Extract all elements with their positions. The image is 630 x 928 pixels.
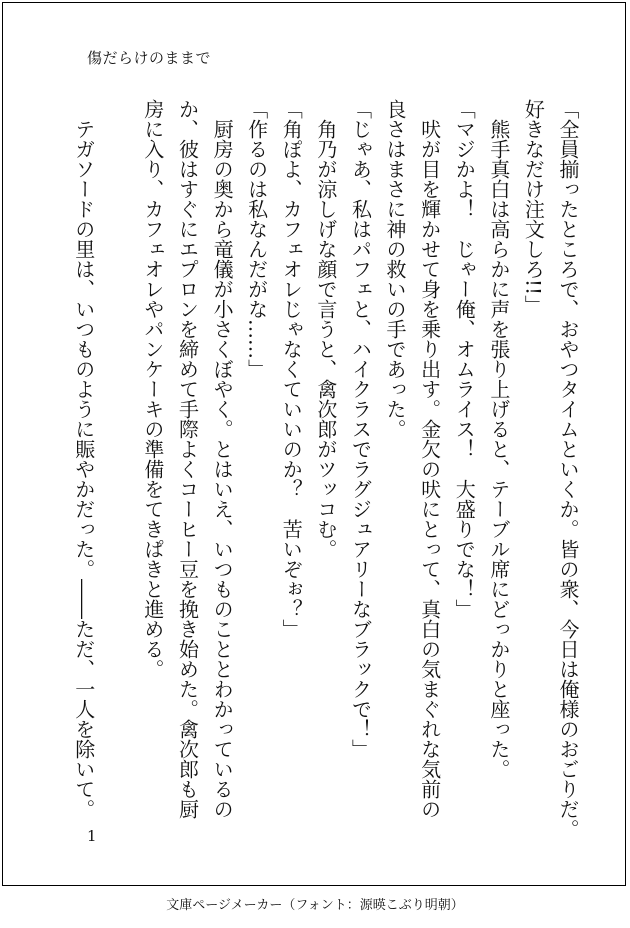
footer-credit: 文庫ページメーカー（フォント：源暎こぶり明朝）	[166, 898, 464, 913]
vertical-body-text: 「全員揃ったところで、おやつタイムといくか。皆の衆、今日は俺様のおごりだ。 好きなだけ注文しろ!!」 熊手真白は高らかに声を張り上げると、テーブル席にどっかりと座った。 「マジかよ！ じゃー俺、オムライス！ 大盛りでな！」 吠が目を輝かせて身を乗り出す。金欠の吠にとって、真白の気まぐれな気前の 良さはまさに神の救いの手であった。 「じゃあ、私はパフェと、ハイクラスでラグジュアリーなブラックで！」 角乃が涼しげな顔で言うと、禽次郎がツッコむ。 「角ぽよ、カフェオレじゃなくていいのか？ 苦いぞぉ？」 「作るのは私なんだがな……」 厨房の奥から竜儀が小さくぼやく。とはいえ、いつものこととわかっているの か、彼はすぐにエプロンを締めて手際よくコーヒー豆を挽き始めた。禽次郎も厨 房に入り、カフェオレやパンケーキの準備をてきぱきと進める。 テガソードの里は、いつものように賑やかだった。――ただ、一人を除いて。	[71, 99, 580, 839]
manuscript-page	[2, 2, 626, 886]
chapter-title: 傷だらけのままで	[87, 49, 212, 67]
page-number: 1	[87, 827, 97, 845]
